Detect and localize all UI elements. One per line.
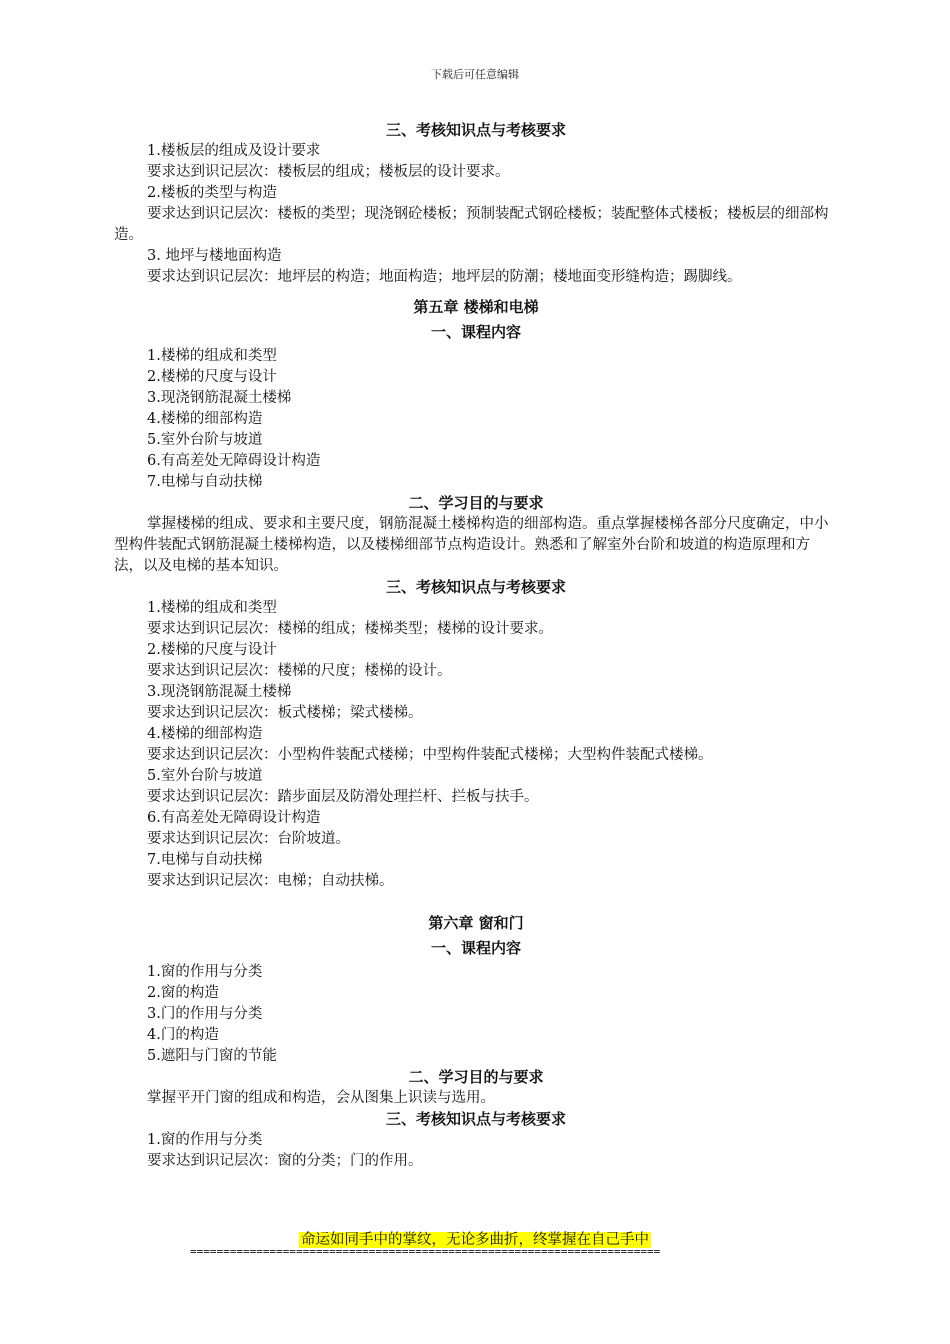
list-item: 6.有高差处无障碍设计构造 <box>147 453 321 469</box>
text-line: 4.楼梯的细部构造 <box>147 726 263 742</box>
text-line: 1.楼梯的组成和类型 <box>147 600 277 616</box>
list-item: 1.窗的作用与分类 <box>147 964 263 980</box>
section-heading: 三、考核知识点与考核要求 <box>385 578 566 596</box>
text-line: 2.楼梯的尺度与设计 <box>147 642 277 658</box>
text-line: 3.现浇钢筋混凝土楼梯 <box>147 684 292 700</box>
list-item: 4.楼梯的细部构造 <box>147 411 263 427</box>
chapter-title: 第五章 楼梯和电梯 <box>413 298 539 316</box>
section-heading: 二、学习目的与要求 <box>408 1068 544 1086</box>
paragraph: 掌握平开门窗的组成和构造，会从图集上识读与选用。 <box>147 1090 495 1106</box>
text-line: 要求达到识记层次：小型构件装配式楼梯；中型构件装配式楼梯；大型构件装配式楼梯。 <box>147 747 713 763</box>
list-item: 3.门的作用与分类 <box>147 1006 263 1022</box>
text-line: 要求达到识记层次：台阶坡道。 <box>147 831 350 847</box>
document-body <box>114 120 838 1172</box>
text-line: 6.有高差处无障碍设计构造 <box>147 810 321 826</box>
text-line: 3. 地坪与楼地面构造 <box>147 248 282 264</box>
list-item: 3.现浇钢筋混凝土楼梯 <box>147 390 292 406</box>
text-line: 要求达到识记层次：板式楼梯；梁式楼梯。 <box>147 705 423 721</box>
section-heading: 三、考核知识点与考核要求 <box>385 1110 566 1128</box>
text-line: 要求达到识记层次：楼板层的组成；楼板层的设计要求。 <box>147 164 510 180</box>
paragraph: 掌握楼梯的组成、要求和主要尺度，钢筋混凝土楼梯构造的细部构造。重点掌握楼梯各部分尺度确定，中小型构件装配式钢筋混凝土楼梯构造，以及楼梯细部节点构造设计。熟悉和了解室外台阶和坡道的构造原理和方法，以及电梯的基本知识。 <box>114 516 829 574</box>
section-heading: 一、课程内容 <box>430 939 521 957</box>
text-line: 要求达到识记层次：窗的分类；门的作用。 <box>147 1153 423 1169</box>
text-line: 1.窗的作用与分类 <box>147 1132 263 1148</box>
text-line: 要求达到识记层次：楼梯的尺度；楼梯的设计。 <box>147 663 452 679</box>
text-line: 1.楼板层的组成及设计要求 <box>147 143 321 159</box>
text-line: 要求达到识记层次：踏步面层及防滑处理拦杆、拦板与扶手。 <box>147 789 539 805</box>
footer-motto: 命运如同手中的掌纹，无论多曲折，终掌握在自己手中 <box>301 1232 649 1248</box>
list-item: 1.楼梯的组成和类型 <box>147 348 277 364</box>
footer-divider: ======================================================================= <box>190 1245 661 1258</box>
list-item: 5.室外台阶与坡道 <box>147 432 263 448</box>
page-header: 下载后可任意编辑 <box>431 68 519 81</box>
section-heading: 二、学习目的与要求 <box>408 494 544 512</box>
section-heading: 三、考核知识点与考核要求 <box>385 121 566 139</box>
list-item: 2.楼梯的尺度与设计 <box>147 369 277 385</box>
chapter-title: 第六章 窗和门 <box>428 914 524 932</box>
list-item: 2.窗的构造 <box>147 985 219 1001</box>
section-heading: 一、课程内容 <box>430 323 521 341</box>
list-item: 4.门的构造 <box>147 1027 219 1043</box>
text-line: 要求达到识记层次：楼梯的组成；楼梯类型；楼梯的设计要求。 <box>147 621 553 637</box>
text-line: 7.电梯与自动扶梯 <box>147 852 263 868</box>
text-line: 2.楼板的类型与构造 <box>147 185 277 201</box>
text-line: 要求达到识记层次：地坪层的构造；地面构造；地坪层的防潮；楼地面变形缝构造；踢脚线。 <box>147 269 742 285</box>
text-line: 5.室外台阶与坡道 <box>147 768 263 784</box>
list-item: 7.电梯与自动扶梯 <box>147 474 263 490</box>
text-line: 要求达到识记层次：电梯；自动扶梯。 <box>147 873 394 889</box>
paragraph: 要求达到识记层次：楼板的类型；现浇钢砼楼板；预制装配式钢砼楼板；装配整体式楼板；楼板层的细部构造。 <box>114 206 829 243</box>
list-item: 5.遮阳与门窗的节能 <box>147 1048 277 1064</box>
